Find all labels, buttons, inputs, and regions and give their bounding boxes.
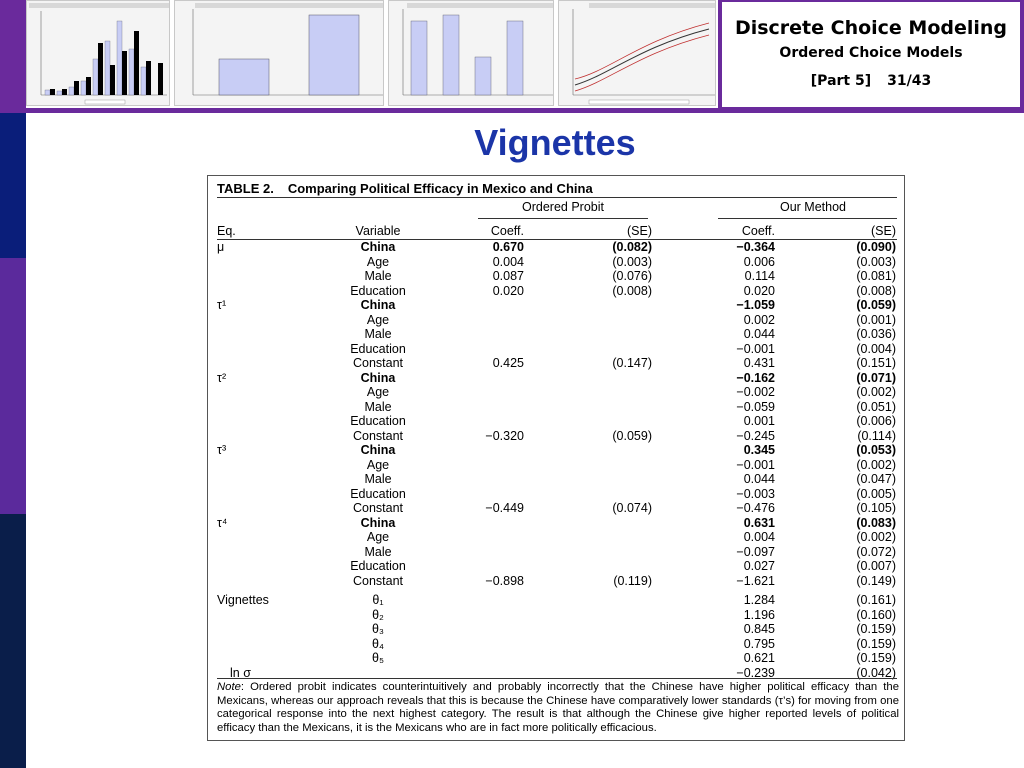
cell-mc: −1.621: [736, 573, 775, 588]
cell-var: θ₅: [372, 651, 384, 665]
table-row: [208, 608, 906, 623]
cell-mse: (0.008): [856, 283, 896, 298]
cell-mse: (0.160): [856, 607, 896, 622]
cell-var: Male: [364, 399, 392, 414]
cell-mse: (0.159): [856, 651, 896, 665]
cell-eq: τ¹: [217, 298, 227, 312]
course-title: Discrete Choice Modeling: [734, 17, 1008, 39]
rule-bottom: [217, 678, 897, 679]
cell-mc: −0.001: [736, 457, 775, 472]
table-row: [208, 342, 906, 357]
cell-mse: (0.002): [856, 385, 896, 399]
table-note: [217, 681, 899, 735]
thumbnail-histogram-graphic: [27, 1, 171, 107]
table-row: [208, 356, 906, 371]
cell-var: Male: [364, 269, 392, 283]
cell-ose: (0.059): [612, 428, 652, 443]
table-row: [208, 443, 906, 458]
cell-var: China: [360, 515, 396, 530]
cell-mse: (0.151): [856, 356, 896, 370]
cell-var: Age: [366, 457, 390, 472]
cell-ose: (0.119): [613, 573, 652, 588]
thumbnail-line-plot: [558, 0, 716, 106]
cell-mc: −0.476: [736, 501, 775, 515]
cell-mc: −1.059: [736, 298, 775, 312]
cell-mc: 0.020: [743, 283, 775, 298]
cell-mc: 0.621: [743, 651, 775, 665]
header-variable: Variable: [355, 224, 401, 238]
cell-mc: 0.004: [743, 530, 775, 544]
cell-mc: −0.001: [736, 341, 775, 356]
cell-eq: Vignettes: [217, 593, 269, 607]
table-row: [208, 400, 906, 415]
cell-ose: (0.003): [612, 254, 652, 269]
cell-var: China: [360, 240, 396, 254]
table-row: [208, 472, 906, 487]
cell-mse: (0.149): [856, 573, 896, 588]
table-row: [208, 593, 906, 608]
cell-mse: (0.002): [856, 530, 896, 544]
sidebar-segment-middle: [0, 258, 26, 514]
cell-mc: −0.162: [736, 370, 775, 385]
table-label: TABLE 2.: [217, 181, 274, 196]
table-row: [208, 284, 906, 299]
title-box: [720, 0, 1022, 109]
table-caption-text: Comparing Political Efficacy in Mexico and China: [287, 181, 593, 196]
cell-var: Constant: [352, 428, 404, 443]
note-label: Note: [217, 681, 241, 693]
table-row: [208, 487, 906, 502]
header-eq: Eq.: [217, 224, 236, 238]
thumbnail-bar-chart-four: [388, 0, 554, 106]
thumbnail-histogram: [26, 0, 170, 106]
cell-mc: 0.044: [743, 327, 775, 341]
group-our-method: Our Method: [779, 200, 846, 214]
cell-mse: (0.007): [856, 559, 896, 573]
cell-mc: 0.001: [743, 414, 775, 428]
cell-var: Age: [366, 530, 390, 544]
cell-ose: (0.076): [612, 269, 652, 283]
cell-mse: (0.105): [856, 501, 896, 515]
table-row: [208, 414, 906, 429]
table-row: [208, 530, 906, 545]
page-number: 31/43: [887, 73, 932, 89]
cell-var: Education: [350, 283, 406, 298]
table-row: [208, 269, 906, 284]
cell-mse: (0.001): [856, 312, 896, 327]
cell-ose: (0.082): [612, 240, 652, 254]
results-table: [207, 175, 905, 741]
cell-mse: (0.159): [856, 622, 896, 636]
cell-mc: 0.006: [743, 254, 775, 269]
cell-mc: −0.364: [736, 240, 775, 254]
cell-mse: (0.036): [856, 327, 896, 341]
cell-mc: 0.431: [743, 356, 775, 370]
thumbnail-bar-chart-two-graphic: [175, 1, 385, 107]
cell-var: θ₁: [372, 593, 384, 607]
cell-mse: (0.114): [857, 428, 896, 443]
cell-oc: 0.004: [492, 254, 524, 269]
table-row: [208, 458, 906, 473]
rule-top: [217, 197, 897, 198]
part-page-line: [722, 73, 1020, 89]
thumbnail-bar-chart-four-graphic: [389, 1, 555, 107]
header-coeff-ours: Coeff.: [741, 224, 775, 238]
sidebar-segment-bottom: [0, 514, 26, 768]
cell-mc: −0.002: [736, 385, 775, 399]
table-row: [208, 516, 906, 531]
cell-ose: (0.008): [612, 283, 652, 298]
cell-var: Male: [364, 327, 392, 341]
cell-mse: (0.005): [856, 486, 896, 501]
table-row: [208, 371, 906, 386]
cell-eq: τ²: [217, 370, 227, 385]
cell-mse: (0.083): [856, 515, 896, 530]
cell-mc: 1.196: [743, 607, 775, 622]
cell-oc: 0.670: [492, 240, 524, 254]
cell-mc: 0.845: [743, 622, 775, 636]
table-row: [208, 501, 906, 516]
cell-eq: ln σ: [230, 665, 251, 680]
cell-oc: 0.087: [492, 269, 524, 283]
cell-mc: 1.284: [743, 593, 775, 607]
rule-ordered-probit: [478, 218, 648, 219]
cell-var: θ₄: [371, 636, 385, 651]
cell-mc: 0.114: [744, 269, 775, 283]
table-caption: [217, 181, 593, 196]
cell-var: Constant: [352, 356, 404, 370]
cell-mse: (0.002): [856, 457, 896, 472]
left-sidebar: [0, 0, 26, 768]
table-row: [208, 637, 906, 652]
cell-var: Age: [366, 385, 390, 399]
cell-var: Education: [350, 341, 406, 356]
cell-mc: −0.239: [736, 665, 775, 680]
table-row: [208, 313, 906, 328]
cell-ose: (0.074): [612, 501, 652, 515]
table-row: [208, 255, 906, 270]
cell-mse: (0.006): [856, 414, 896, 428]
table-row: [208, 429, 906, 444]
cell-oc: −0.320: [485, 428, 524, 443]
cell-mc: 0.044: [743, 472, 775, 486]
cell-mse: (0.072): [856, 544, 896, 559]
cell-var: Male: [364, 544, 392, 559]
cell-mc: 0.345: [743, 443, 775, 457]
cell-eq: τ³: [217, 443, 227, 457]
thumbnail-bar-chart-two: [174, 0, 384, 106]
table-row: [208, 651, 906, 666]
cell-var: China: [360, 443, 396, 457]
cell-mse: (0.159): [856, 636, 896, 651]
thumbnail-strip: [26, 0, 718, 108]
part-label: [Part 5]: [810, 73, 872, 89]
cell-mc: 0.795: [743, 636, 775, 651]
cell-var: Education: [350, 414, 406, 428]
cell-ose: (0.147): [612, 356, 652, 370]
cell-var: Age: [366, 312, 390, 327]
cell-mse: (0.059): [856, 298, 896, 312]
header-se-ours: (SE): [871, 224, 896, 238]
cell-var: China: [360, 370, 396, 385]
cell-var: θ₃: [371, 622, 385, 636]
cell-mse: (0.071): [856, 370, 896, 385]
table-row: [208, 545, 906, 560]
cell-mse: (0.090): [856, 240, 896, 254]
cell-mse: (0.003): [856, 254, 896, 269]
cell-var: Education: [350, 559, 406, 573]
cell-mse: (0.047): [856, 472, 896, 486]
cell-mc: −0.003: [736, 486, 775, 501]
cell-oc: −0.898: [485, 573, 524, 588]
note-text: : Ordered probit indicates counterintuitively and probably incorrectly that the Chinese have higher political efficacy than the Mexicans, whereas our approach reveals that this is because the Chinese have comparatively lower standards (τ’s) for moving from one categorical response into the next highest category. The result is that although the Chinese give higher reported levels of political efficacy than the Mexicans, it is the Mexicans who are in fact more politically efficacious.: [217, 681, 899, 734]
header-se-ordered: (SE): [627, 224, 652, 238]
group-ordered-probit: Ordered Probit: [522, 200, 604, 214]
cell-mse: (0.004): [856, 341, 896, 356]
cell-var: Constant: [352, 573, 404, 588]
header-band: [0, 0, 1024, 113]
cell-mc: −0.097: [736, 544, 775, 559]
table-row: [208, 385, 906, 400]
cell-var: Constant: [352, 501, 404, 515]
course-subtitle: Ordered Choice Models: [779, 45, 963, 61]
table-row: [208, 327, 906, 342]
table-row: [208, 574, 906, 589]
table-row: [208, 240, 906, 255]
table-row: [208, 559, 906, 574]
cell-mse: (0.051): [856, 399, 896, 414]
cell-var: Male: [364, 472, 392, 486]
cell-mc: −0.245: [736, 428, 775, 443]
slide-title: Vignettes: [474, 122, 636, 163]
cell-oc: 0.425: [492, 356, 524, 370]
cell-eq: μ: [217, 240, 225, 254]
cell-mc: 0.027: [743, 559, 775, 573]
cell-var: China: [360, 298, 396, 312]
cell-mc: 0.002: [743, 312, 775, 327]
cell-var: Age: [366, 254, 390, 269]
cell-mse: (0.081): [856, 269, 896, 283]
cell-mse: (0.042): [856, 665, 896, 680]
cell-oc: −0.449: [485, 501, 524, 515]
cell-mc: 0.631: [743, 515, 775, 530]
cell-mse: (0.161): [856, 593, 896, 607]
thumbnail-line-plot-graphic: [559, 1, 717, 107]
table-row: [208, 622, 906, 637]
cell-oc: 0.020: [492, 283, 524, 298]
cell-eq: τ⁴: [217, 515, 228, 530]
cell-var: θ₂: [372, 607, 384, 622]
cell-mc: −0.059: [736, 399, 775, 414]
cell-var: Education: [350, 486, 406, 501]
cell-mse: (0.053): [856, 443, 896, 457]
header-coeff-ordered: Coeff.: [490, 224, 524, 238]
rule-our-method: [718, 218, 897, 219]
table-row: [208, 298, 906, 313]
